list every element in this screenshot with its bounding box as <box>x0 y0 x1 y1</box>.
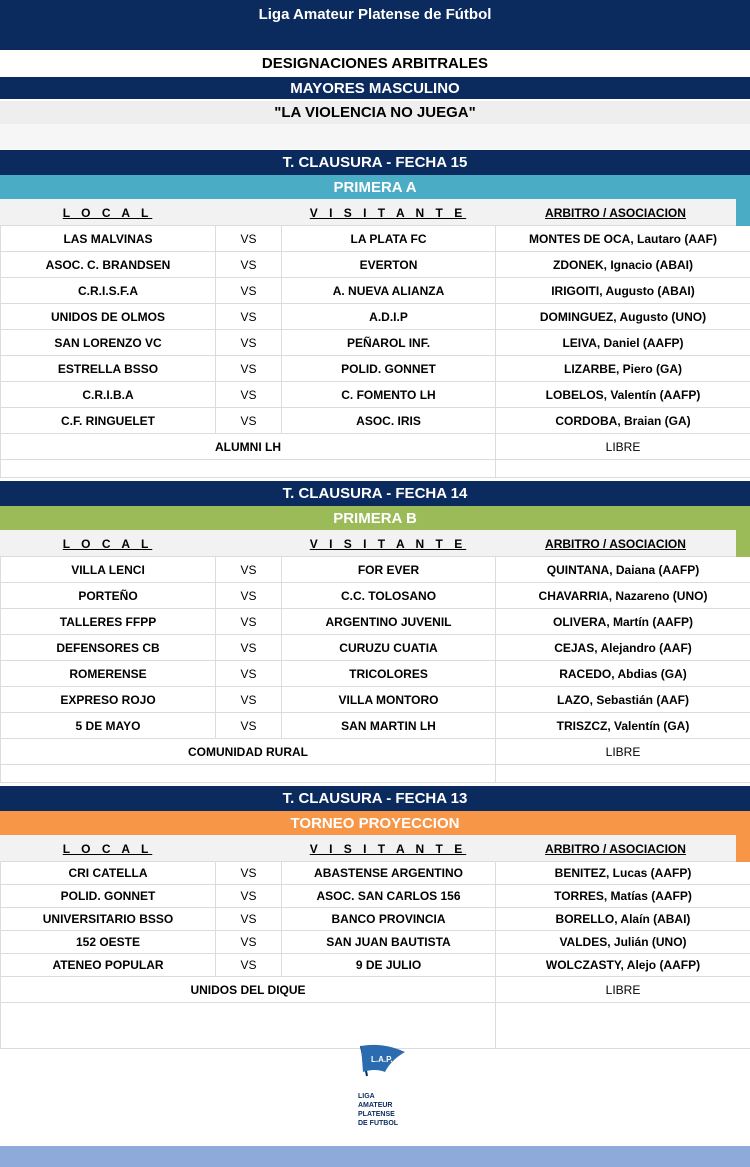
vs-label: VS <box>216 226 282 251</box>
accent-tail <box>736 530 750 557</box>
visiting-team: LA PLATA FC <box>282 226 496 251</box>
vs-label: VS <box>216 908 282 930</box>
libre-team: UNIDOS DEL DIQUE <box>1 977 496 1002</box>
referee: CORDOBA, Braian (GA) <box>496 408 750 433</box>
referee: LAZO, Sebastián (AAF) <box>496 687 750 712</box>
local-team: TALLERES FFPP <box>1 609 216 634</box>
local-team: DEFENSORES CB <box>1 635 216 660</box>
libre-row <box>0 739 750 765</box>
local-team: 152 OESTE <box>1 931 216 953</box>
vs-label: VS <box>216 252 282 277</box>
referee: TRISZCZ, Valentín (GA) <box>496 713 750 738</box>
local-team: CRI CATELLA <box>1 862 216 884</box>
vs-label: VS <box>216 382 282 407</box>
logo-area <box>0 1028 750 1146</box>
vs-label: VS <box>216 713 282 738</box>
local-team: VILLA LENCI <box>1 557 216 582</box>
match-row <box>0 908 750 931</box>
section-title: T. CLAUSURA - FECHA 14 <box>0 481 750 506</box>
libre-label: LIBRE <box>496 739 750 764</box>
column-local: L O C A L <box>62 841 153 856</box>
vs-label: VS <box>216 635 282 660</box>
visiting-team: VILLA MONTORO <box>282 687 496 712</box>
local-team: LAS MALVINAS <box>1 226 216 251</box>
libre-label: LIBRE <box>496 434 750 459</box>
referee: MONTES DE OCA, Lautaro (AAF) <box>496 226 750 251</box>
visiting-team: ASOC. SAN CARLOS 156 <box>282 885 496 907</box>
libre-team: COMUNIDAD RURAL <box>1 739 496 764</box>
visiting-team: FOR EVER <box>282 557 496 582</box>
vs-label: VS <box>216 278 282 303</box>
referee: CEJAS, Alejandro (AAF) <box>496 635 750 660</box>
column-local: L O C A L <box>62 536 153 551</box>
visiting-team: C.C. TOLOSANO <box>282 583 496 608</box>
match-row <box>0 356 750 382</box>
referee: OLIVERA, Martín (AAFP) <box>496 609 750 634</box>
column-arbitro: ARBITRO / ASOCIACION <box>545 536 686 551</box>
local-team: C.R.I.B.A <box>1 382 216 407</box>
local-team: ASOC. C. BRANDSEN <box>1 252 216 277</box>
vs-label: VS <box>216 356 282 381</box>
vs-label: VS <box>216 687 282 712</box>
local-team: C.R.I.S.F.A <box>1 278 216 303</box>
vs-label: VS <box>216 304 282 329</box>
local-team: SAN LORENZO VC <box>1 330 216 355</box>
referee: DOMINGUEZ, Augusto (UNO) <box>496 304 750 329</box>
match-row <box>0 885 750 908</box>
category-title: PRIMERA B <box>0 506 750 530</box>
visiting-team: PEÑAROL INF. <box>282 330 496 355</box>
spacer-strip <box>0 124 750 149</box>
match-row <box>0 713 750 739</box>
vs-label: VS <box>216 862 282 884</box>
libre-row <box>0 434 750 460</box>
match-row <box>0 278 750 304</box>
match-row <box>0 635 750 661</box>
empty-row <box>0 765 750 783</box>
vs-label: VS <box>216 609 282 634</box>
local-team: POLID. GONNET <box>1 885 216 907</box>
libre-label: LIBRE <box>496 977 750 1002</box>
libre-team: ALUMNI LH <box>1 434 496 459</box>
referee: CHAVARRIA, Nazareno (UNO) <box>496 583 750 608</box>
section-torneo-proyeccion <box>0 786 750 1049</box>
footer-bar <box>0 1146 750 1167</box>
column-header-row <box>0 530 750 557</box>
match-row <box>0 661 750 687</box>
column-visitante: V I S I T A N T E <box>309 536 467 551</box>
match-row <box>0 931 750 954</box>
visiting-team: A.D.I.P <box>282 304 496 329</box>
accent-tail <box>736 835 750 862</box>
empty-row <box>0 460 750 478</box>
libre-row <box>0 977 750 1003</box>
column-visitante: V I S I T A N T E <box>309 841 467 856</box>
match-row <box>0 330 750 356</box>
column-arbitro: ARBITRO / ASOCIACION <box>545 841 686 856</box>
referee: BENITEZ, Lucas (AAFP) <box>496 862 750 884</box>
visiting-team: EVERTON <box>282 252 496 277</box>
section-title: T. CLAUSURA - FECHA 15 <box>0 150 750 175</box>
match-row <box>0 382 750 408</box>
match-row <box>0 408 750 434</box>
vs-label: VS <box>216 954 282 976</box>
category-title: TORNEO PROYECCION <box>0 811 750 835</box>
designaciones-title: DESIGNACIONES ARBITRALES <box>261 54 489 72</box>
logo-flag-text: L.A.P. <box>371 1055 393 1064</box>
column-header-row <box>0 835 750 862</box>
referee: IRIGOITI, Augusto (ABAI) <box>496 278 750 303</box>
local-team: ROMERENSE <box>1 661 216 686</box>
section-primera-b <box>0 481 750 783</box>
referee: WOLCZASTY, Alejo (AAFP) <box>496 954 750 976</box>
referee: LOBELOS, Valentín (AAFP) <box>496 382 750 407</box>
visiting-team: TRICOLORES <box>282 661 496 686</box>
visiting-team: ARGENTINO JUVENIL <box>282 609 496 634</box>
section-title: T. CLAUSURA - FECHA 13 <box>0 786 750 811</box>
league-title: Liga Amateur Platense de Fútbol <box>0 0 750 50</box>
match-row <box>0 226 750 252</box>
local-team: 5 DE MAYO <box>1 713 216 738</box>
visiting-team: SAN MARTIN LH <box>282 713 496 738</box>
motto: "LA VIOLENCIA NO JUEGA" <box>0 101 750 124</box>
local-team: ATENEO POPULAR <box>1 954 216 976</box>
local-team: UNIDOS DE OLMOS <box>1 304 216 329</box>
referee: VALDES, Julián (UNO) <box>496 931 750 953</box>
vs-label: VS <box>216 931 282 953</box>
local-team: EXPRESO ROJO <box>1 687 216 712</box>
section-primera-a <box>0 150 750 478</box>
column-local: L O C A L <box>62 205 153 220</box>
column-visitante: V I S I T A N T E <box>309 205 467 220</box>
referee: TORRES, Matías (AAFP) <box>496 885 750 907</box>
match-row <box>0 583 750 609</box>
column-arbitro: ARBITRO / ASOCIACION <box>545 205 686 220</box>
local-team: ESTRELLA BSSO <box>1 356 216 381</box>
logo-wordmark: LIGA AMATEUR PLATENSE DE FUTBOL <box>358 1093 399 1127</box>
match-row <box>0 954 750 977</box>
match-row <box>0 304 750 330</box>
visiting-team: BANCO PROVINCIA <box>282 908 496 930</box>
referee: RACEDO, Abdias (GA) <box>496 661 750 686</box>
category-title: PRIMERA A <box>0 175 750 199</box>
vs-label: VS <box>216 661 282 686</box>
visiting-team: SAN JUAN BAUTISTA <box>282 931 496 953</box>
match-row <box>0 862 750 885</box>
vs-label: VS <box>216 583 282 608</box>
referee: LIZARBE, Piero (GA) <box>496 356 750 381</box>
match-row <box>0 557 750 583</box>
vs-label: VS <box>216 557 282 582</box>
column-header-row <box>0 199 750 226</box>
accent-tail <box>736 199 750 226</box>
visiting-team: POLID. GONNET <box>282 356 496 381</box>
visiting-team: A. NUEVA ALIANZA <box>282 278 496 303</box>
visiting-team: ASOC. IRIS <box>282 408 496 433</box>
vs-label: VS <box>216 408 282 433</box>
local-team: PORTEÑO <box>1 583 216 608</box>
match-row <box>0 687 750 713</box>
match-row <box>0 609 750 635</box>
local-team: UNIVERSITARIO BSSO <box>1 908 216 930</box>
visiting-team: C. FOMENTO LH <box>282 382 496 407</box>
local-team: C.F. RINGUELET <box>1 408 216 433</box>
division-title: MAYORES MASCULINO <box>0 77 750 99</box>
referee: LEIVA, Daniel (AAFP) <box>496 330 750 355</box>
visiting-team: CURUZU CUATIA <box>282 635 496 660</box>
referee: ZDONEK, Ignacio (ABAI) <box>496 252 750 277</box>
match-row <box>0 252 750 278</box>
vs-label: VS <box>216 330 282 355</box>
referee: QUINTANA, Daiana (AAFP) <box>496 557 750 582</box>
visiting-team: ABASTENSE ARGENTINO <box>282 862 496 884</box>
referee: BORELLO, Alaín (ABAI) <box>496 908 750 930</box>
vs-label: VS <box>216 885 282 907</box>
visiting-team: 9 DE JULIO <box>282 954 496 976</box>
